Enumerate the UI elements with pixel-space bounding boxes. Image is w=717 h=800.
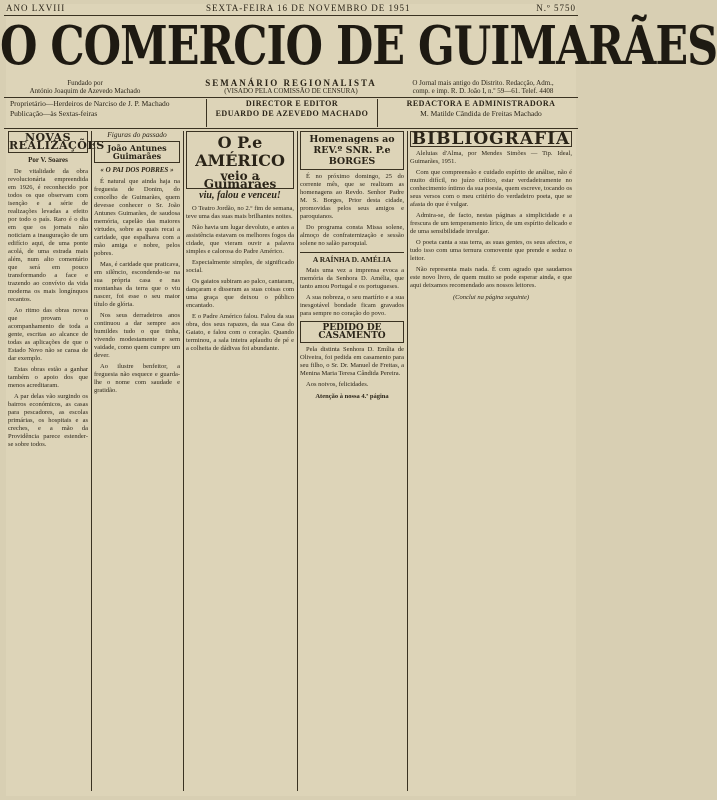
issue-number: N.º 5750 <box>536 3 576 13</box>
administrator-heading: REDACTORA E ADMINISTRADORA <box>406 99 556 108</box>
article-paragraph: Ao ritmo das obras novas que provam o acompanhamento de toda a gente, escritas ao alcance de todas as aplicações de que o Estado Novo não se cansa de dar exemplo. <box>8 307 88 362</box>
article-title: BIBLIOGRAFIA <box>411 129 571 149</box>
founder-note <box>10 79 160 95</box>
article-homenagens <box>300 131 404 791</box>
article-title: João Antunes Guimarães <box>94 141 180 163</box>
article-paragraph: Aos noivos, felicidades. <box>306 381 369 388</box>
article-paragraph: De vitalidade da obra revolucionária empreendida em 1926, é reconhecido por todos os que observam com isenção e a série de realizações levadas a efeito por todo o país. Raro é o dia em que os jornais não noticiam a inauguração de um edifício aqui, de uma ponte acolá, de uma estrada mais além, num alto comentário que será em pouco transformando a face e trazendo ao convívio da vida moderna os mais longínquos recantos. <box>8 168 88 303</box>
article-paragraph: A sua nobreza, o seu martírio e a sua inesgotável bondade ficam gravados para sempre no coração do povo. <box>300 294 404 317</box>
article-kicker: Figuras do passado <box>107 130 167 139</box>
article-bibliografia <box>410 131 572 791</box>
director-box <box>206 99 378 127</box>
administrator-name: M. Matilde Cândida de Freitas Machado <box>420 109 542 118</box>
article-paragraph: Pela distinta Senhora D. Emília de Oliveira, foi pedida em casamento para seu filho, o Sr. Dr. Manuel de Freitas, a Menina Maria Teresa Cândida Pereira. <box>300 346 404 377</box>
divider <box>4 97 578 98</box>
article-novas-realizacoes <box>8 131 105 791</box>
article-paragraph: Nos seus derradeiros anos continuou a dar sempre aos humildes tudo o que tinha, vivendo modestamente e sem vaidade, como quem cumpre um dever. <box>94 312 180 359</box>
administrator-box <box>392 99 570 127</box>
address-line-2: comp. e imp. R. D. João I, n.º 59—61. Telef. 4408 <box>412 87 554 95</box>
article-paragraph: Mas, é caridade que praticava, em silêncio, escondendo-se na sua própria casa e nas montanhas da terra que o viu nascer, foi esse o seu maior título de glória. <box>94 261 180 308</box>
masthead-title: O COMERCIO DE GUIMARÃES <box>0 15 717 78</box>
owner-line: Proprietário—Herdeiros de Narciso de J. P. Machado <box>10 99 170 108</box>
article-paragraph: Não havia um lugar devoluto, e antes a assistência estavam os melhores fogos da cidade, que vieram ouvir a palavra simples e calorosa do Padre Américo. <box>186 224 294 255</box>
column-rule <box>407 131 408 791</box>
section-heading: A RAÍNHA D. AMÉLIA <box>300 252 404 264</box>
dateline <box>6 3 576 15</box>
article-paragraph: Estas obras estão a ganhar também o apoio dos que menos acreditaram. <box>8 366 88 389</box>
continuation-note: (Conclui na página seguinte) <box>452 294 529 301</box>
article-paragraph: Os gaiatos subiram ao palco, cantaram, dançaram e disseram as suas coisas com uma graça que deixou o público encantado. <box>186 278 294 309</box>
article-paragraph: E o Padre Américo falou. Falou da sua obra, dos seus rapazes, da sua Casa do Gaiato, e falou com o coração. Quando terminou, a sala inteira aplaudiu de pé e a colheita de dádivas foi abundante. <box>186 313 294 352</box>
article-paragraph: É no próximo domingo, 25 do corrente mês, que se realizam as homenagens ao Revdo. Senhor Padre M. S. Borges, Prior desta cidade, promovidas pelos seus amigos e paroquianos. <box>300 173 404 220</box>
article-paragraph: O poeta canta a sua terra, as suas gentes, os seus afectos, e tudo isso com uma ternura comovente que prende e seduz o leitor. <box>410 239 572 262</box>
issue-date: SEXTA-FEIRA 16 DE NOVEMBRO DE 1951 <box>206 3 411 13</box>
article-paragraph: Aleluias d'Alma, por Mendes Simões — Tip. Ideal, Guimarães, 1951. <box>410 150 572 165</box>
section-heading-box: PEDIDO DE CASAMENTO <box>300 321 404 343</box>
article-figuras-do-passado <box>94 131 180 791</box>
article-paragraph: Ao ilustre benfeitor, a freguesia não esquece e guarda-lhe o nome com saudade e gratidão. <box>94 363 180 394</box>
article-title: Homenagens ao <box>309 134 395 145</box>
address-line-1: O Jornal mais antigo do Distrito. Redacção, Adm., <box>412 79 554 87</box>
article-title-line-2: veio a Guimarães <box>203 169 277 191</box>
article-title: NOVAS REALIZAÇÕES <box>9 131 105 152</box>
article-paragraph: Mais uma vez a imprensa evoca a memória da Senhora D. Amélia, que tanto amou Portugal e os portugueses. <box>300 267 404 290</box>
founder-label: Fundado por <box>67 79 103 87</box>
director-heading: DIRECTOR E EDITOR <box>245 99 339 108</box>
founder-name: António Joaquim de Azevedo Machado <box>29 87 141 95</box>
article-byline: Por V. Soares <box>28 156 68 164</box>
article-paragraph: Admira-se, de facto, nestas páginas a simplicidade e a frescura de um temperamento lírico, de um espírito delicado e de uma sensibilidade invulgar. <box>410 212 572 235</box>
article-title: O P.e AMÉRICO <box>195 133 285 170</box>
paper-type <box>196 79 386 95</box>
article-dek: viu, falou e venceu! <box>199 190 281 201</box>
publication-info <box>10 99 180 127</box>
article-subtitle: « O PAI DOS POBRES » <box>100 166 174 174</box>
article-paragraph: Não representa mais nada. É com agrado que saudamos este novo livro, de quem muito se pode esperar ainda, e que aqui deixamos recomendado aos nossos leitores. <box>410 266 572 289</box>
article-paragraph: Especialmente simples, de significado social. <box>186 259 294 274</box>
director-name: EDUARDO DE AZEVEDO MACHADO <box>215 109 369 118</box>
article-paragraph: Do programa consta Missa solene, almoço de confraternização e sessão solene no salão paroquial. <box>300 224 404 247</box>
volume-label: ANO LXVIII <box>6 3 66 13</box>
page-reference: Atenção à nossa 4.ª página <box>315 393 389 400</box>
column-rule <box>91 131 92 791</box>
article-paragraph: O Teatro Jordão, no 2.º fim de semana, teve uma das suas mais brilhantes noites. <box>186 205 294 220</box>
censorship-note: (VISADO PELA COMISSÃO DE CENSURA) <box>224 87 358 95</box>
paper-type-label: SEMANÁRIO REGIONALISTA <box>205 78 377 88</box>
article-title-line-2: REV.º SNR. P.e BORGES <box>313 145 391 167</box>
article-paragraph: É natural que ainda haja na freguesia de Donim, do concelho de Guimarães, quem devesse conhecer o Sr. João Antunes Guimarães, de saudosa memória, capelão das maiores virtudes, sobre as quais recai a caridade, que espalhava com a mão amiga e nobre, pelos pobres. <box>94 178 180 257</box>
article-title-box <box>300 131 404 170</box>
article-paragraph: Com que compreensão e cuidado espírito de análise, não é muito difícil, no juízo crítico, estar verdadeiramente no conhecimento íntimo da sua poesia, quem escreve, tocando os seus versos com o meu critério do verdadeiro poeta, que se afasta do que é vulgar. <box>410 169 572 208</box>
article-title-box <box>186 131 294 189</box>
column-rule <box>297 131 298 791</box>
address-note <box>396 79 570 95</box>
article-paragraph: A par delas vão surgindo os bairros económicos, as casas para pescadores, as escolas primárias, os hospitais e as creches, e a mão da Providência parece estender-se sobre todos. <box>8 393 88 448</box>
article-padre-americo <box>186 131 294 791</box>
column-rule <box>183 131 184 791</box>
schedule-line: Publicação—às Sextas-feiras <box>10 109 98 118</box>
